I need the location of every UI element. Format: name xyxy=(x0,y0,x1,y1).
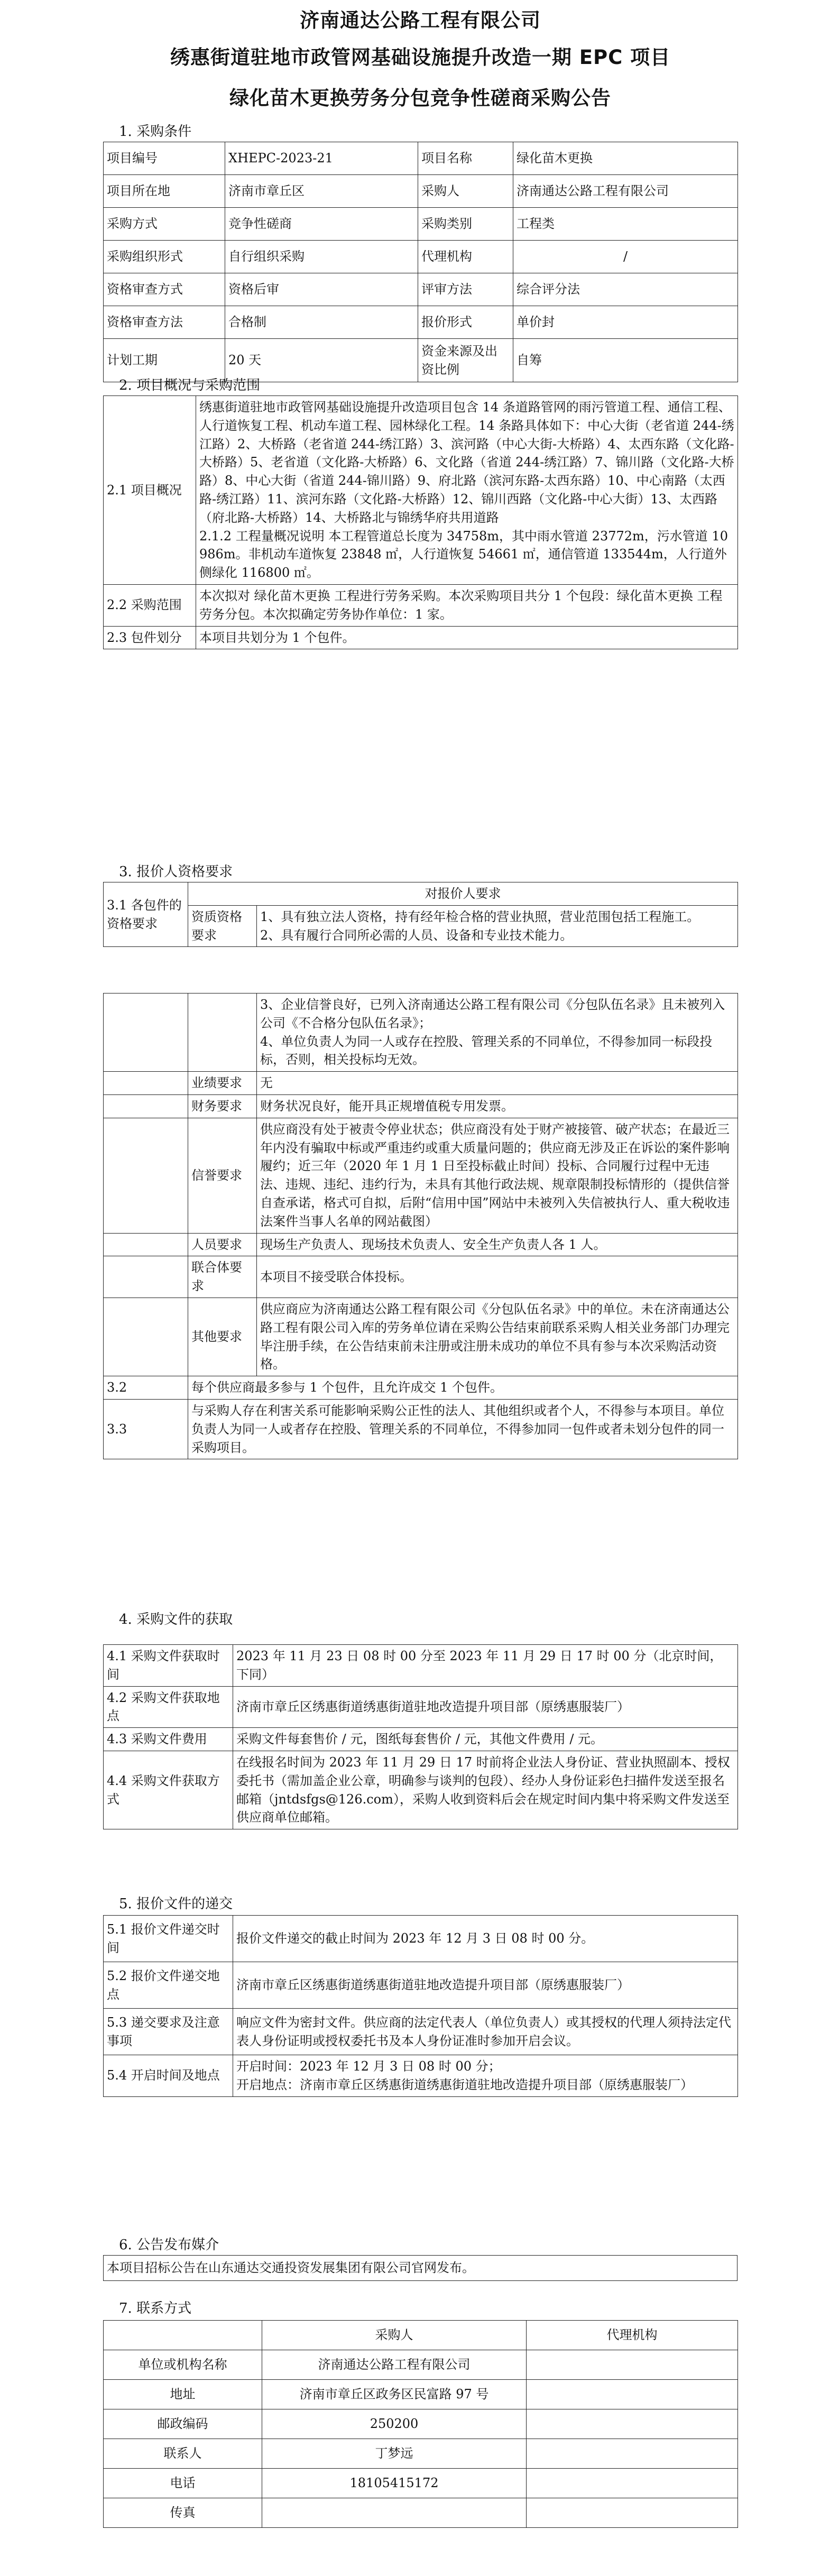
cell: / xyxy=(513,241,738,273)
cell-label: 5.1 报价文件递交时间 xyxy=(104,1916,233,1962)
cell-empty xyxy=(104,1256,188,1298)
cell-content: 无 xyxy=(257,1072,738,1095)
cont-text-2: 4、单位负责人为同一人或存在控股、管理关系的不同单位，不得参加同一标段投标，否则，相关投标均无效。 xyxy=(260,1034,713,1068)
cell: 资金来源及出资比例 xyxy=(418,339,513,382)
cell-empty xyxy=(104,1072,188,1095)
section-6-heading: 6. 公告发布媒介 xyxy=(119,2237,219,2253)
bid-submission-table xyxy=(103,1915,738,2097)
qualification-table-1 xyxy=(103,882,738,947)
contact-table xyxy=(103,2320,738,2528)
section-3-heading: 3. 报价人资格要求 xyxy=(119,864,233,880)
table-row xyxy=(104,1916,738,1962)
cell: 代理机构 xyxy=(418,241,513,273)
cell: 评审方法 xyxy=(418,273,513,306)
project-title: 绣惠街道驻地市政管网基础设施提升改造一期 EPC 项目 xyxy=(170,46,671,69)
cell: 济南市章丘区 xyxy=(225,175,418,208)
table-row xyxy=(104,584,738,626)
cell-content: 济南市章丘区绣惠街道绣惠街道驻地改造提升项目部（原绣惠服装厂） xyxy=(233,1962,738,2009)
qualification-table-2 xyxy=(103,993,738,1459)
cell-empty xyxy=(104,993,188,1072)
section-1-heading: 1. 采购条件 xyxy=(119,124,192,140)
cell: 资格审查方式 xyxy=(104,273,225,306)
document-acquisition-table xyxy=(103,1644,738,1829)
table-row xyxy=(104,1751,738,1829)
cell-label: 4.3 采购文件费用 xyxy=(104,1728,233,1751)
cell-label: 其他要求 xyxy=(188,1298,257,1376)
cell: 采购方式 xyxy=(104,208,225,241)
cell-content: 本项目不接受联合体投标。 xyxy=(257,1256,738,1298)
table-row xyxy=(104,1298,738,1376)
cell-empty xyxy=(104,1094,188,1118)
cont-text-1: 3、企业信誉良好，已列入济南通达公路工程有限公司《分包队伍名录》且未被列入公司《不合格分包队伍名录》； xyxy=(260,997,725,1031)
cell-header xyxy=(104,2321,262,2350)
table-row xyxy=(104,882,738,906)
cell-content xyxy=(527,2409,738,2439)
table-row xyxy=(104,1256,738,1298)
cell-content: 本次拟对 绿化苗木更换 工程进行劳务采购。本次采购项目共分 1 个包段：绿化苗木更换 工程劳务分包。本次拟确定劳务协作单位：1 家。 xyxy=(196,584,738,626)
table-row xyxy=(104,2380,738,2409)
table-row xyxy=(104,1072,738,1095)
notice-title: 绿化苗木更换劳务分包竞争性磋商采购公告 xyxy=(229,87,611,109)
cell-content xyxy=(527,2498,738,2528)
cell-label: 资质资格要求 xyxy=(188,905,257,947)
cell-content: 供应商应为济南通达公路工程有限公司《分包队伍名录》中的单位。未在济南通达公路工程有限公司入库的劳务单位请在采购公告结束前联系采购人相关业务部门办理完毕注册手续，在公告结束前未注册或注册未成功的单位不具有参与本次采购活动资格。 xyxy=(257,1298,738,1376)
cell-content xyxy=(257,993,738,1072)
table-row xyxy=(104,1094,738,1118)
cell-label: 联合体要求 xyxy=(188,1256,257,1298)
procurement-conditions-table xyxy=(103,142,738,382)
cell: 综合评分法 xyxy=(513,273,738,306)
cell-label: 3.2 xyxy=(104,1376,188,1400)
cell-content xyxy=(527,2380,738,2409)
cell: 工程类 xyxy=(513,208,738,241)
cell-header: 采购人 xyxy=(262,2321,527,2350)
cell-content: 2023 年 11 月 23 日 08 时 00 分至 2023 年 11 月 29 日 17 时 00 分（北京时间，下同） xyxy=(233,1645,738,1687)
cell: 资格审查方法 xyxy=(104,306,225,339)
table-row xyxy=(104,2350,738,2380)
cell-label: 财务要求 xyxy=(188,1094,257,1118)
table-row xyxy=(104,208,738,241)
table-row xyxy=(104,1686,738,1728)
overview-text-2: 2.1.2 工程量概况说明 本工程管道总长度为 34758m，其中雨水管道 23772m，污水管道 10986m。非机动车道恢复 23848 ㎡，人行道恢复 54661 ㎡，通信管道 133544m，人行道外侧绿化 116800 ㎡。 xyxy=(199,528,728,581)
table-row xyxy=(104,1118,738,1233)
cell-label: 5.3 递交要求及注意事项 xyxy=(104,2009,233,2055)
table-row xyxy=(104,2256,737,2281)
cell-empty xyxy=(104,1298,188,1376)
open-time: 开启时间：2023 年 12 月 3 日 08 时 00 分； xyxy=(236,2059,501,2074)
cell-content: 济南通达公路工程有限公司 xyxy=(262,2350,527,2380)
cell-label: 单位或机构名称 xyxy=(104,2350,262,2380)
cell-header: 代理机构 xyxy=(527,2321,738,2350)
cell-label: 传真 xyxy=(104,2498,262,2528)
section-2-heading: 2. 项目概况与采购范围 xyxy=(119,378,261,393)
cell-empty xyxy=(188,993,257,1072)
table-row xyxy=(104,2321,738,2350)
cell-label: 4.1 采购文件获取时间 xyxy=(104,1645,233,1687)
cell-label: 2.2 采购范围 xyxy=(104,584,196,626)
publication-media-table xyxy=(103,2255,737,2281)
cell: 报价形式 xyxy=(418,306,513,339)
cell-content: 采购文件每套售价 / 元，图纸每套售价 / 元，其他文件费用 / 元。 xyxy=(233,1728,738,1751)
table-row xyxy=(104,175,738,208)
cell-label: 人员要求 xyxy=(188,1233,257,1256)
cell-label: 电话 xyxy=(104,2469,262,2498)
cell-content xyxy=(527,2469,738,2498)
cell-content xyxy=(257,905,738,947)
cell-content: 丁梦远 xyxy=(262,2439,527,2469)
table-row xyxy=(104,396,738,585)
cell-content xyxy=(262,2498,527,2528)
cell-content: 报价文件递交的截止时间为 2023 年 12 月 3 日 08 时 00 分。 xyxy=(233,1916,738,1962)
cell: 采购人 xyxy=(418,175,513,208)
qual-text-2: 2、具有履行合同所必需的人员、设备和专业技术能力。 xyxy=(260,927,573,943)
cell: 项目名称 xyxy=(418,142,513,175)
cell-content: 响应文件为密封文件。供应商的法定代表人（单位负责人）或其授权的代理人须持法定代表人身份证明或授权委托书及本人身份证准时参加开启会议。 xyxy=(233,2009,738,2055)
cell-label: 邮政编码 xyxy=(104,2409,262,2439)
cell: 竞争性磋商 xyxy=(225,208,418,241)
cell: 济南通达公路工程有限公司 xyxy=(513,175,738,208)
cell-content: 250200 xyxy=(262,2409,527,2439)
table-row xyxy=(104,1645,738,1687)
cell: 项目编号 xyxy=(104,142,225,175)
cell-content: 本项目共划分为 1 个包件。 xyxy=(196,626,738,649)
cell-header: 对报价人要求 xyxy=(188,882,738,906)
cell-content: 在线报名时间为 2023 年 11 月 29 日 17 时前将企业法人身份证、营业执照副本、授权委托书（需加盖企业公章，明确参与谈判的包段）、经办人身份证彩色扫描件发送至报名邮箱（jntdsfgs@126.com），采购人收到资料后会在规定时间内集中将采购文件发送至供应商单位邮箱。 xyxy=(233,1751,738,1829)
cell-content: 济南市章丘区绣惠街道绣惠街道驻地改造提升项目部（原绣惠服装厂） xyxy=(233,1686,738,1728)
table-row xyxy=(104,626,738,649)
table-row xyxy=(104,273,738,306)
cell: 资格后审 xyxy=(225,273,418,306)
table-row xyxy=(104,306,738,339)
cell-label: 5.4 开启时间及地点 xyxy=(104,2055,233,2097)
table-row xyxy=(104,2439,738,2469)
cell: 合格制 xyxy=(225,306,418,339)
table-row xyxy=(104,2498,738,2528)
cell-content: 供应商没有处于被责令停业状态；供应商没有处于财产被接管、破产状态；在最近三年内没有骗取中标或严重违约或重大质量问题的；供应商无涉及正在诉讼的案件影响履约；近三年（2020 年 1 月 1 日至投标截止时间）投标、合同履行过程中无违法、违规、违纪、违约行为，未具有其他行政法规、规章限制投标情形的（提供信誉自查承诺，格式可自拟，后附“信用中国”网站中未被列入失信被执行人、重大税收违法案件当事人名单的网站截图） xyxy=(257,1118,738,1233)
cell-content: 18105415172 xyxy=(262,2469,527,2498)
table-row xyxy=(104,1962,738,2009)
table-row xyxy=(104,1728,738,1751)
open-place: 开启地点：济南市章丘区绣惠街道绣惠街道驻地改造提升项目部（原绣惠服装厂） xyxy=(236,2077,693,2092)
cell-empty xyxy=(104,1233,188,1256)
cell-label: 信誉要求 xyxy=(188,1118,257,1233)
cell: 单价封 xyxy=(513,306,738,339)
company-title: 济南通达公路工程有限公司 xyxy=(300,9,541,32)
table-row xyxy=(104,2469,738,2498)
table-row xyxy=(104,1233,738,1256)
project-overview-table xyxy=(103,395,738,649)
cell-label: 地址 xyxy=(104,2380,262,2409)
cell-label: 2.1 项目概况 xyxy=(104,396,196,585)
section-5-heading: 5. 报价文件的递交 xyxy=(119,1896,233,1912)
cell: XHEPC-2023-21 xyxy=(225,142,418,175)
table-row xyxy=(104,1376,738,1400)
cell-label: 3.1 各包件的资格要求 xyxy=(104,882,188,947)
cell: 自行组织采购 xyxy=(225,241,418,273)
overview-text: 绣惠街道驻地市政管网基础设施提升改造项目包含 14 条道路管网的雨污管道工程、通信工程、人行道恢复工程、机动车道工程、园林绿化工程。14 条路具体如下：中心大街（老省道 244-绣江路）2、大桥路（老省道 244-绣江路）3、滨河路（中心大街-大桥路）4、太西东路（文化路-大桥路）5、老省道（文化路-大桥路）6、文化路（省道 244-绣江路）7、锦川路（文化路-大桥路）8、中心大街（省道 244-锦川路）9、府北路（滨河东路-太西东路）10、中心南路（太西路-绣江路）11、滨河东路（文化路-大桥路）12、锦川西路（文化路-中心大街）13、太西路（府北路-大桥路）14、大桥路北与锦绣华府共用道路 xyxy=(199,400,734,525)
cell: 绿化苗木更换 xyxy=(513,142,738,175)
cell: 自筹 xyxy=(513,339,738,382)
cell-label: 5.2 报价文件递交地点 xyxy=(104,1962,233,2009)
table-row xyxy=(104,2055,738,2097)
table-row xyxy=(104,1399,738,1459)
cell-label: 2.3 包件划分 xyxy=(104,626,196,649)
qual-text-1: 1、具有独立法人资格，持有经年检合格的营业执照，营业范围包括工程施工。 xyxy=(260,909,700,924)
cell-content: 与采购人存在利害关系可能影响采购公正性的法人、其他组织或者个人，不得参与本项目。单位负责人为同一人或者存在控股、管理关系的不同单位，不得参加同一包件或者未划分包件的同一采购项目。 xyxy=(188,1399,738,1459)
cell-label: 业绩要求 xyxy=(188,1072,257,1095)
cell-content: 济南市章丘区政务区民富路 97 号 xyxy=(262,2380,527,2409)
cell-label: 3.3 xyxy=(104,1399,188,1459)
cell-content: 每个供应商最多参与 1 个包件，且允许成交 1 个包件。 xyxy=(188,1376,738,1400)
cell-content: 财务状况良好，能开具正规增值税专用发票。 xyxy=(257,1094,738,1118)
table-row xyxy=(104,993,738,1072)
table-row xyxy=(104,2409,738,2439)
cell-label: 4.4 采购文件获取方式 xyxy=(104,1751,233,1829)
cell: 计划工期 xyxy=(104,339,225,382)
cell-content xyxy=(233,2055,738,2097)
cell-content xyxy=(196,396,738,585)
cell-content: 本项目招标公告在山东通达交通投资发展集团有限公司官网发布。 xyxy=(104,2256,737,2281)
table-row xyxy=(104,241,738,273)
cell-content: 现场生产负责人、现场技术负责人、安全生产负责人各 1 人。 xyxy=(257,1233,738,1256)
section-4-heading: 4. 采购文件的获取 xyxy=(119,1612,233,1627)
cell-label: 4.2 采购文件获取地点 xyxy=(104,1686,233,1728)
cell-label: 联系人 xyxy=(104,2439,262,2469)
cell: 项目所在地 xyxy=(104,175,225,208)
table-row xyxy=(104,2009,738,2055)
cell: 采购类别 xyxy=(418,208,513,241)
cell-content xyxy=(527,2439,738,2469)
cell: 采购组织形式 xyxy=(104,241,225,273)
cell: 20 天 xyxy=(225,339,418,382)
cell-empty xyxy=(104,1118,188,1233)
table-row xyxy=(104,905,738,947)
section-7-heading: 7. 联系方式 xyxy=(119,2301,192,2316)
table-row xyxy=(104,142,738,175)
cell-content xyxy=(527,2350,738,2380)
